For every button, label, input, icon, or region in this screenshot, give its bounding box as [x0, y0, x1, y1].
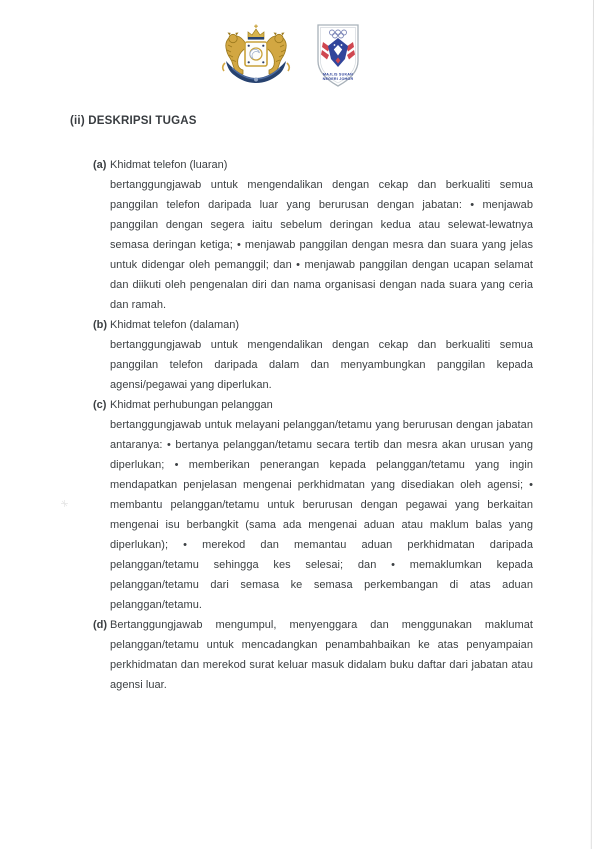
item-marker: (a) [93, 159, 107, 171]
item-title: Khidmat telefon (luaran) [110, 159, 228, 171]
johor-coat-of-arms-icon [220, 24, 292, 87]
task-item-c [93, 395, 536, 615]
item-body: bertanggungjawab untuk melayani pelanggan/tetamu yang berurusan dengan jabatan antaranya: • bertanya pelanggan/tetamu secara tertib dan mesra akan urusan yang diperlukan; • memberikan penerangan kepada pelanggan/tetamu yang ingin mendapatkan penjelasan mengenai perkhidmatan yang disediakan oleh agensi; • membantu pelanggan/tetamu untuk berurusan dengan pegawai yang berkaitan mengenai isu berbangkit (sama ada mengenai aduan atau maklum balas yang diperlukan); • merekod dan memantau aduan perkhidmatan daripada pelanggan/tetamu sehingga kes selesai; dan • memaklumkan kepada pelanggan/tetamu dari semasa ke semasa perkembangan di atas aduan pelanggan/tetamu. [110, 419, 533, 611]
item-body: Bertanggungjawab mengumpul, menyenggara dan menggunakan maklumat pelanggan/tetamu untuk mencadangkan penambahbaikan ke atas penyampaian perkhidmatan dan merekod surat keluar masuk didalam buku daftar dari jabatan atau agensi luar. [110, 619, 533, 691]
sports-council-crest-icon [315, 23, 361, 89]
item-title: Khidmat telefon (dalaman) [110, 319, 240, 331]
item-marker: (c) [93, 399, 107, 411]
item-marker: (b) [93, 319, 108, 331]
task-item-a [93, 155, 536, 315]
task-list [93, 155, 536, 695]
task-item-d [93, 615, 536, 695]
crest-text-line2: NEGERI JOHOR [322, 77, 354, 81]
item-body: bertanggungjawab untuk mengendalikan dengan cekap dan berkualiti semua panggilan telefon daripada luar yang berurusan dengan jabatan: • menjawab panggilan dengan segera iaitu sebelum deringan kedua atau selewat-lewatnya semasa deringan ketiga; • menjawab panggilan dengan mesra dan suara yang jelas untuk didengar oleh pemanggil; dan • menjawab panggilan dengan ucapan selamat dan diikuti oleh pengenalan diri dan nama organisasi dengan nada suara yang ceria dan ramah. [110, 179, 533, 311]
section-heading: (ii) DESKRIPSI TUGAS [70, 115, 197, 127]
item-body: bertanggungjawab untuk mengendalikan dengan cekap dan berkualiti semua panggilan telefon daripada dalam dan menyambungkan panggilan kepada agensi/pegawai yang diperlukan. [110, 339, 533, 391]
document-body [70, 113, 536, 695]
item-marker: (d) [93, 619, 108, 631]
task-item-b [93, 315, 536, 395]
crest-text-line1: MAJLIS SUKAN [322, 72, 354, 77]
header-logos [0, 0, 600, 100]
scan-edge-line-artifact [591, 0, 594, 849]
item-title: Khidmat perhubungan pelanggan [110, 399, 273, 411]
pencil-mark-artifact [60, 499, 69, 508]
